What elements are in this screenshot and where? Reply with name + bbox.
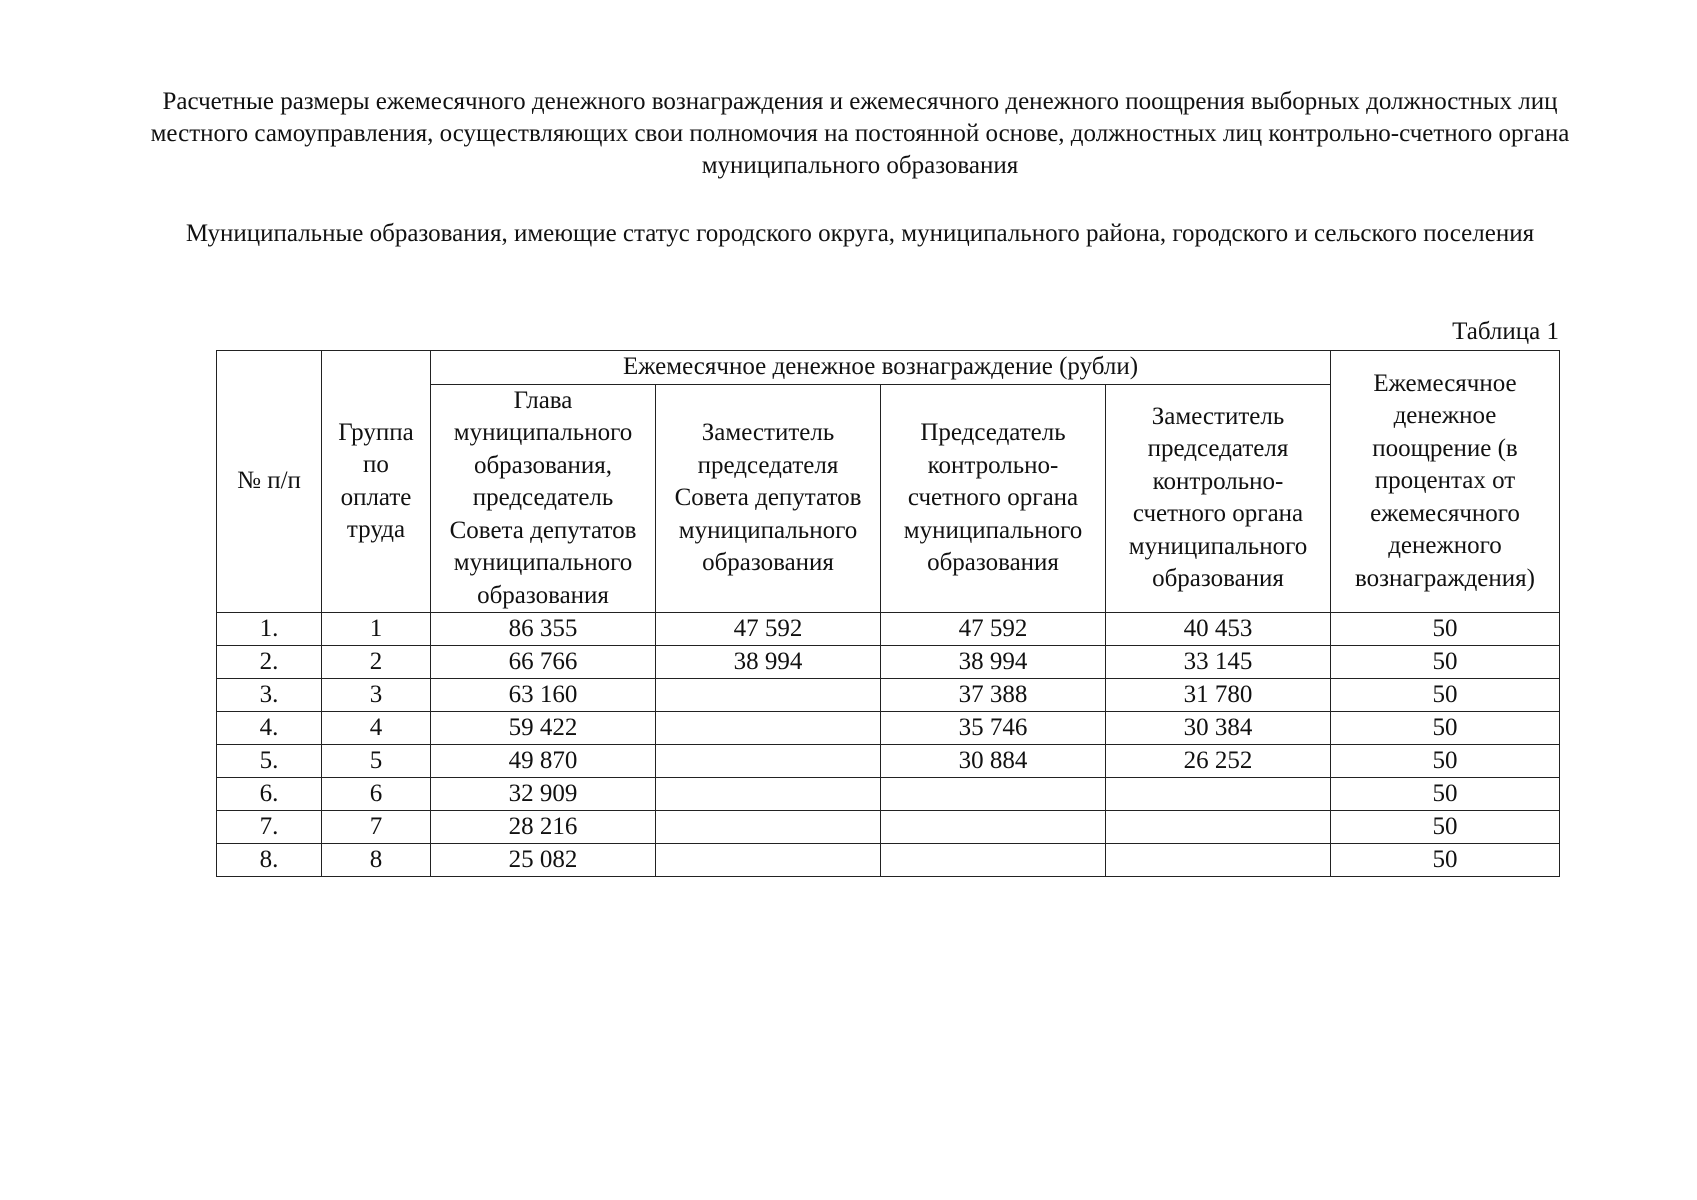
cell-deputy-council — [656, 844, 881, 877]
cell-group: 2 — [322, 646, 431, 679]
header-head: Глава муниципального образования, председатель Совета депутатов муниципального образования — [431, 384, 656, 613]
cell-chair-audit: 30 884 — [881, 745, 1106, 778]
cell-deputy-council — [656, 778, 881, 811]
cell-head: 32 909 — [431, 778, 656, 811]
cell-num: 5. — [217, 745, 322, 778]
cell-chair-audit — [881, 811, 1106, 844]
cell-deputy-council — [656, 712, 881, 745]
header-bonus: Ежемесячное денежное поощрение (в процентах от ежемесячного денежного вознаграждения) — [1331, 351, 1560, 613]
table-row — [217, 712, 1560, 745]
cell-deputy-council — [656, 679, 881, 712]
header-deputy-audit: Заместитель председателя контрольно-счетного органа муниципального образования — [1106, 384, 1331, 613]
table-row — [217, 778, 1560, 811]
cell-chair-audit: 38 994 — [881, 646, 1106, 679]
cell-deputy-audit: 33 145 — [1106, 646, 1331, 679]
cell-group: 6 — [322, 778, 431, 811]
table-row — [217, 745, 1560, 778]
cell-head: 86 355 — [431, 613, 656, 646]
document-subtitle: Муниципальные образования, имеющие статус городского округа, муниципального района, городского и сельского поселения — [185, 220, 1535, 247]
cell-chair-audit — [881, 844, 1106, 877]
cell-head: 59 422 — [431, 712, 656, 745]
cell-deputy-council — [656, 745, 881, 778]
cell-head: 28 216 — [431, 811, 656, 844]
cell-bonus: 50 — [1331, 679, 1560, 712]
cell-chair-audit: 37 388 — [881, 679, 1106, 712]
cell-bonus: 50 — [1331, 712, 1560, 745]
cell-chair-audit: 35 746 — [881, 712, 1106, 745]
cell-deputy-audit: 40 453 — [1106, 613, 1331, 646]
table-row — [217, 613, 1560, 646]
cell-deputy-audit: 31 780 — [1106, 679, 1331, 712]
cell-deputy-audit — [1106, 778, 1331, 811]
cell-num: 4. — [217, 712, 322, 745]
cell-deputy-council: 38 994 — [656, 646, 881, 679]
cell-group: 8 — [322, 844, 431, 877]
cell-deputy-council: 47 592 — [656, 613, 881, 646]
header-chair-audit: Председатель контрольно-счетного органа муниципального образования — [881, 384, 1106, 613]
table-body — [217, 613, 1560, 877]
cell-group: 3 — [322, 679, 431, 712]
cell-num: 7. — [217, 811, 322, 844]
header-deputy-council: Заместитель председателя Совета депутатов муниципального образования — [656, 384, 881, 613]
cell-bonus: 50 — [1331, 844, 1560, 877]
cell-bonus: 50 — [1331, 646, 1560, 679]
document-title: Расчетные размеры ежемесячного денежного вознаграждения и ежемесячного денежного поощрения выборных должностных лиц местного самоуправления, осуществляющих свои полномочия на постоянной основе, должностных лиц контрольно-счетного органа муниципального образования — [150, 88, 1570, 179]
cell-bonus: 50 — [1331, 745, 1560, 778]
cell-num: 8. — [217, 844, 322, 877]
cell-num: 2. — [217, 646, 322, 679]
table-row — [217, 811, 1560, 844]
remuneration-table — [216, 350, 1560, 877]
cell-deputy-audit — [1106, 844, 1331, 877]
cell-deputy-audit: 30 384 — [1106, 712, 1331, 745]
cell-deputy-audit: 26 252 — [1106, 745, 1331, 778]
cell-num: 6. — [217, 778, 322, 811]
cell-bonus: 50 — [1331, 613, 1560, 646]
cell-chair-audit: 47 592 — [881, 613, 1106, 646]
cell-head: 63 160 — [431, 679, 656, 712]
header-reward-group: Ежемесячное денежное вознаграждение (рубли) — [431, 351, 1331, 385]
table-row — [217, 844, 1560, 877]
cell-group: 5 — [322, 745, 431, 778]
cell-head: 49 870 — [431, 745, 656, 778]
cell-group: 7 — [322, 811, 431, 844]
cell-num: 3. — [217, 679, 322, 712]
cell-group: 1 — [322, 613, 431, 646]
cell-head: 25 082 — [431, 844, 656, 877]
cell-bonus: 50 — [1331, 811, 1560, 844]
cell-bonus: 50 — [1331, 778, 1560, 811]
table-row — [217, 679, 1560, 712]
cell-deputy-council — [656, 811, 881, 844]
table-label: Таблица 1 — [1452, 318, 1559, 345]
cell-group: 4 — [322, 712, 431, 745]
cell-head: 66 766 — [431, 646, 656, 679]
cell-chair-audit — [881, 778, 1106, 811]
cell-deputy-audit — [1106, 811, 1331, 844]
table-row — [217, 646, 1560, 679]
header-group: Группа по оплате труда — [322, 351, 431, 613]
header-num: № п/п — [217, 351, 322, 613]
cell-num: 1. — [217, 613, 322, 646]
